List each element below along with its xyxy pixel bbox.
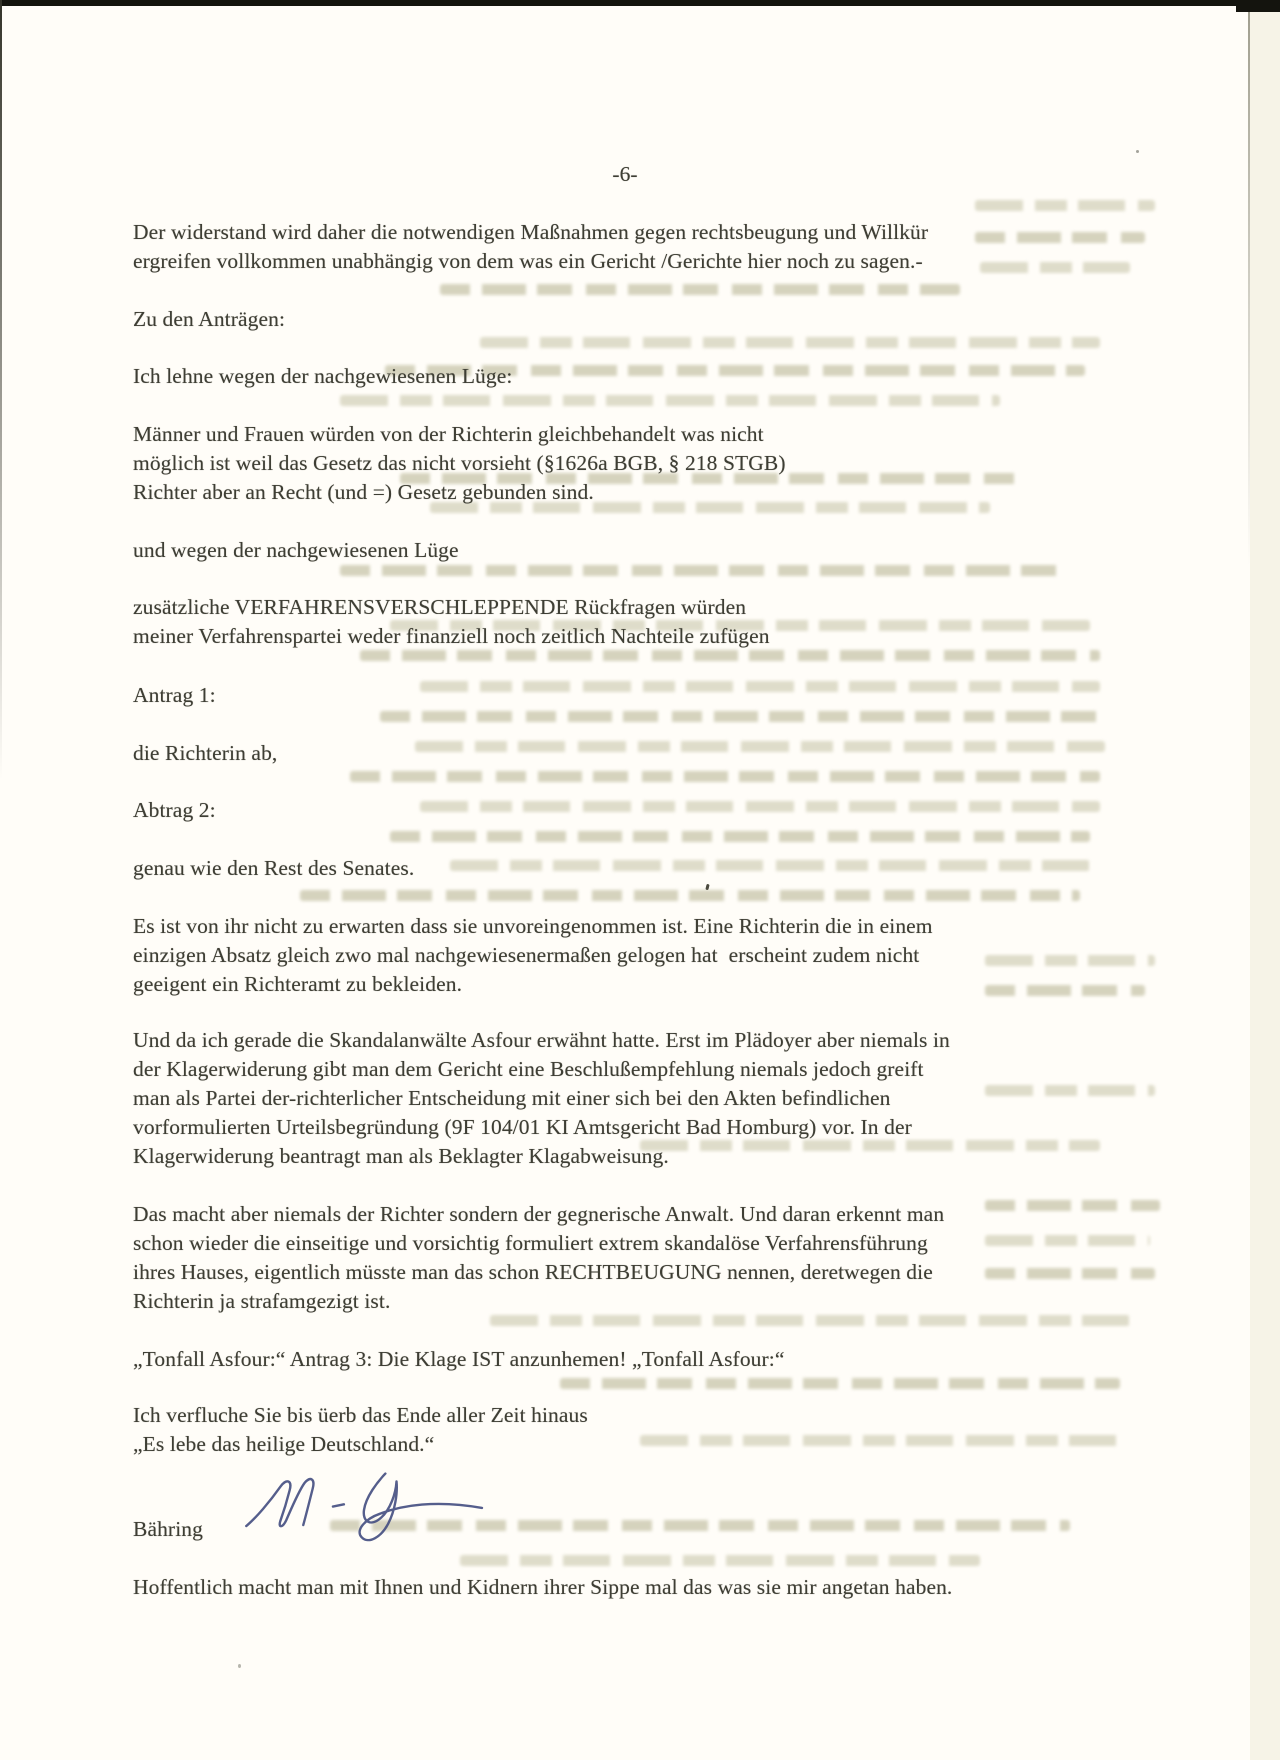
scan-top-edge [0, 0, 1280, 6]
scan-speck [238, 1664, 241, 1668]
paragraph-line: ihres Hauses, eigentlich müsste man das schon RECHTBEUGUNG nennen, deretwegen die [133, 1260, 933, 1284]
bleedthrough-text [980, 262, 1130, 273]
bleedthrough-text [640, 1435, 1120, 1446]
paragraph [133, 854, 414, 883]
bleedthrough-text [975, 232, 1145, 243]
closing-line-block [133, 1573, 952, 1602]
paragraph-line: ergreifen vollkommen unabhängig von dem was ein Gericht /Gerichte hier noch zu sagen.- [133, 249, 923, 273]
bleedthrough-text [360, 650, 1100, 661]
scan-top-right-edge [1236, 0, 1280, 12]
scan-right-margin-strip [1250, 6, 1280, 1760]
bleedthrough-text [985, 955, 1155, 966]
paragraph-line: Abtrag 2: [133, 798, 216, 822]
handwritten-signature [239, 1464, 485, 1556]
bleedthrough-text [985, 1235, 1150, 1246]
scan-left-edge [0, 0, 2, 780]
paragraph [133, 1345, 785, 1374]
bleedthrough-text [985, 985, 1145, 996]
paragraph-line: meiner Verfahrenspartei weder finanziell noch zeitlich Nachteile zufügen [133, 624, 770, 648]
bleedthrough-text [415, 741, 1105, 752]
paragraph-line: „Es lebe das heilige Deutschland.“ [133, 1432, 435, 1456]
bleedthrough-text [390, 831, 1090, 842]
bleedthrough-text [420, 681, 1100, 692]
paragraph-line: man als Partei der-richterlicher Entscheidung mit einer sich bei den Akten befindlichen [133, 1086, 891, 1110]
paragraph [133, 681, 216, 710]
bleedthrough-text [460, 1555, 980, 1566]
bleedthrough-text [350, 771, 1100, 782]
paragraph [133, 305, 285, 334]
paragraph-line: die Richterin ab, [133, 741, 278, 765]
paragraph [133, 796, 216, 825]
scan-speck [1136, 150, 1139, 153]
paragraph-line: Richter aber an Recht (und =) Gesetz gebunden sind. [133, 480, 594, 504]
paragraph-line: genau wie den Rest des Senates. [133, 856, 415, 880]
paragraph-line: Antrag 1: [133, 683, 216, 707]
bleedthrough-text [450, 860, 1090, 871]
bleedthrough-text [340, 395, 1000, 406]
paragraph-line: Klagerwiderung beantragt man als Beklagter Klagabweisung. [133, 1144, 669, 1168]
closing-line: Hoffentlich macht man mit Ihnen und Kidnern ihrer Sippe mal das was sie mir angetan haben. [133, 1575, 953, 1599]
paragraph [133, 1200, 944, 1316]
paragraph [133, 1026, 950, 1171]
paragraph-line: vorformulierten Urteilsbegründung (9F 104/01 KI Amtsgericht Bad Homburg) vor. In der [133, 1115, 912, 1139]
paragraph-line: und wegen der nachgewiesenen Lüge [133, 538, 459, 562]
paragraph [133, 1401, 588, 1459]
paragraph [133, 362, 512, 391]
bleedthrough-text [985, 1268, 1155, 1279]
bleedthrough-text [975, 200, 1155, 211]
paragraph-line: Ich lehne wegen der nachgewiesenen Lüge: [133, 364, 513, 388]
paragraph-line: geeigent ein Richteramt zu bekleiden. [133, 972, 463, 996]
bleedthrough-text [300, 890, 1080, 901]
bleedthrough-text [340, 565, 1060, 576]
paragraph-line: Ich verfluche Sie bis üerb das Ende aller Zeit hinaus [133, 1403, 588, 1427]
paragraph-line: einzigen Absatz gleich zwo mal nachgewiesenermaßen gelogen hat erscheint zudem nicht [133, 943, 920, 967]
bleedthrough-text [420, 801, 1100, 812]
paragraph-line: schon wieder die einseitige und vorsichtig formuliert extrem skandalöse Verfahrensführung [133, 1231, 928, 1255]
bleedthrough-text [560, 1378, 1120, 1389]
paragraph [133, 536, 459, 565]
bleedthrough-text [380, 711, 1100, 722]
paragraph [133, 912, 933, 999]
bleedthrough-text [985, 1200, 1160, 1211]
paragraph [133, 739, 277, 768]
paragraph [133, 420, 786, 507]
paragraph-line: „Tonfall Asfour:“ Antrag 3: Die Klage IST anzunhemen! „Tonfall Asfour:“ [133, 1347, 785, 1371]
paragraph-line: Und da ich gerade die Skandalanwälte Asfour erwähnt hatte. Erst im Plädoyer aber niemals in [133, 1028, 950, 1052]
paragraph-line: möglich ist weil das Gesetz das nicht vorsieht (§1626a BGB, § 218 STGB) [133, 451, 786, 475]
paragraph [133, 218, 928, 276]
paragraph-line: Das macht aber niemals der Richter sondern der gegnerische Anwalt. Und daran erkennt man [133, 1202, 945, 1226]
paragraph-line: Der widerstand wird daher die notwendigen Maßnahmen gegen rechtsbeugung und Willkür [133, 220, 929, 244]
paragraph-line: zusätzliche VERFAHRENSVERSCHLEPPENDE Rückfragen würden [133, 595, 747, 619]
paragraph-line: Es ist von ihr nicht zu erwarten dass sie unvoreingenommen ist. Eine Richterin die in einem [133, 914, 933, 938]
paragraph-line: Männer und Frauen würden von der Richterin gleichbehandelt was nicht [133, 422, 764, 446]
bleedthrough-text [480, 337, 1100, 348]
bleedthrough-text [490, 1315, 1130, 1326]
bleedthrough-text [440, 284, 960, 295]
signer-name: Bähring [133, 1517, 203, 1541]
paragraph-line: Richterin ja strafamgezigt ist. [133, 1289, 391, 1313]
paragraph-line: Zu den Anträgen: [133, 307, 286, 331]
signer-name-block [133, 1515, 203, 1544]
paragraph-line: der Klagerwiderung gibt man dem Gericht eine Beschlußempfehlung niemals jedoch greift [133, 1057, 924, 1081]
page-right-edge-line [1248, 6, 1250, 566]
page-number: -6- [612, 162, 638, 186]
paragraph [133, 593, 770, 651]
bleedthrough-text [985, 1085, 1155, 1096]
